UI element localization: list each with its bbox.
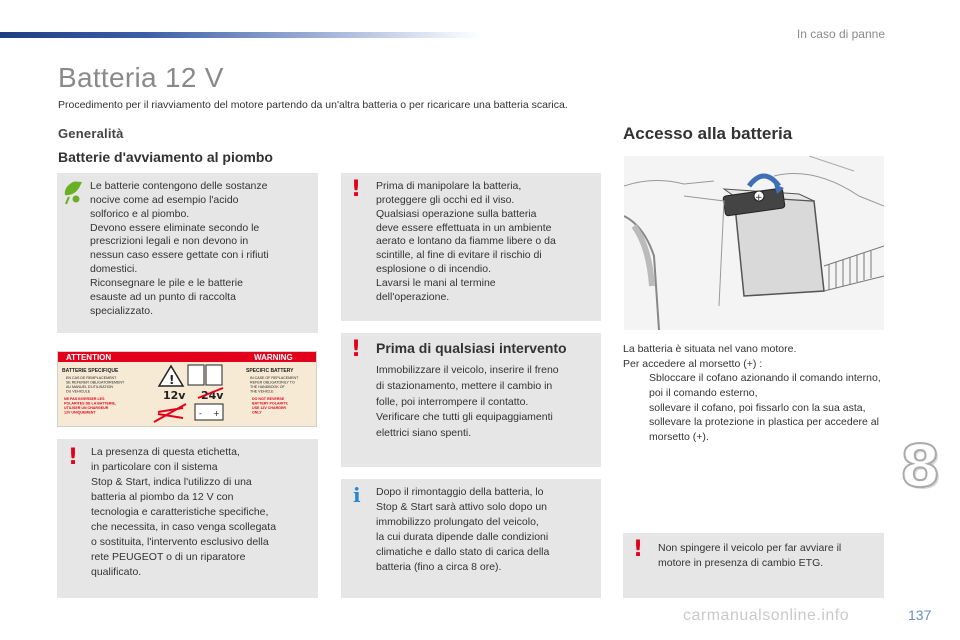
label-attention: ATTENTION bbox=[66, 353, 112, 362]
info-book-icon bbox=[206, 365, 222, 385]
label-warning-text: La presenza di questa etichetta, in particolare con il sistema Stop & Start, indica l'utilizzo di una batteria al piombo da 12 V con tecnologia e caratteristiche specifiche, che necessita, in caso venga scollegata o sostituita, l'intervento esclusivo della rete PEUGEOT o di un riparatore qualificato. bbox=[91, 446, 277, 578]
info-note-box bbox=[341, 479, 601, 598]
header-accent-bar bbox=[0, 32, 480, 38]
exclamation-icon: ! bbox=[351, 337, 362, 362]
battery-compartment-illustration bbox=[624, 156, 884, 330]
access-step-text: sollevare il cofano, poi fissarlo con la sua asta, bbox=[649, 401, 866, 414]
battery-label-graphic bbox=[58, 352, 317, 427]
list-item bbox=[623, 401, 885, 416]
label-warning: WARNING bbox=[254, 353, 293, 362]
info-icon: i bbox=[353, 483, 361, 507]
etg-warning-text: Non spingere il veicolo per far avviare il motore in presenza di cambio ETG. bbox=[658, 542, 842, 569]
watermark: carmanualsonline.info bbox=[683, 607, 850, 624]
label-warning-box bbox=[57, 439, 318, 598]
leaf-icon bbox=[62, 181, 84, 205]
page-title: Batteria 12 V bbox=[58, 62, 224, 93]
label-12v: 12v bbox=[163, 389, 186, 402]
label-en-title: SPECIFIC BATTERY bbox=[246, 368, 294, 374]
battery-access-text bbox=[623, 342, 885, 445]
before-intervention-text: Immobilizzare il veicolo, inserire il freno di stazionamento, mettere il cambio in folle, poi interrompere il contatto. Verificare che tutti gli equipaggiamenti elettrici siano spenti. bbox=[376, 364, 559, 439]
safety-warning-box bbox=[341, 173, 601, 321]
list-item bbox=[623, 371, 885, 400]
label-fr-text: EN CAS DE REMPLACEMENT SE REFERER OBLIGATOIREMENT AU MANUEL D'UTILISATION DU VEHICULE bbox=[66, 376, 125, 394]
svg-text:-: - bbox=[199, 409, 202, 418]
label-en-red: DO NOT REVERSE BATTERY POLARITY, USE 12V CHARGER ONLY bbox=[252, 397, 289, 415]
label-fr-title: BATTERIE SPECIFIQUE bbox=[62, 368, 119, 374]
bullet-arrow-icon bbox=[623, 415, 649, 444]
section-label: In caso di panne bbox=[796, 27, 885, 41]
list-item bbox=[623, 415, 885, 444]
access-intro-2: Per accedere al morsetto (+) : bbox=[623, 357, 763, 370]
battery-warning-label bbox=[57, 351, 317, 427]
exclamation-icon: ! bbox=[351, 177, 362, 202]
environment-note-text: Le batterie contengono delle sostanze nocive come ad esempio l'acido solforico e al piombo. Devono essere eliminate secondo le prescrizioni legali e non devono in nessun caso essere gettate con i rifiuti domestici. Riconsegnare le pile e le batterie esauste ad un punto di raccolta specializzato. bbox=[90, 180, 269, 317]
heading-battery-access: Accesso alla batteria bbox=[623, 124, 793, 143]
before-intervention-box bbox=[341, 333, 601, 467]
label-fr-red: NE PAS INVERSER LES POLARITES DE LA BATTERIE, UTILISER UN CHARGEUR 12V UNIQUEMENT bbox=[64, 397, 116, 415]
heading-lead-batteries: Batterie d'avviamento al piombo bbox=[58, 149, 273, 165]
access-intro-1: La batteria è situata nel vano motore. bbox=[623, 343, 797, 355]
info-note-text: Dopo il rimontaggio della batteria, lo Stop & Start sarà attivo solo dopo un immobilizzo prolungato del veicolo, la cui durata dipende dalle condizioni climatiche e dallo stato di carica della batteria (fino a circa 8 ore). bbox=[376, 486, 550, 573]
chapter-number: 8 bbox=[900, 432, 941, 500]
environment-note-box bbox=[57, 173, 318, 333]
etg-warning-box bbox=[623, 533, 884, 598]
svg-text:+: + bbox=[213, 409, 220, 418]
safety-warning-text: Prima di manipolare la batteria, proteggere gli occhi ed il viso. Qualsiasi operazione sulla batteria deve essere effettuata in un ambiente aerato e lontano da fiamme libere o da scintille, al fine di evitare il rischio di esplosione o di incendio. Lavarsi le mani al termine dell'operazione. bbox=[376, 180, 556, 303]
label-24v: 24v bbox=[201, 389, 224, 402]
before-intervention-title: Prima di qualsiasi intervento bbox=[376, 340, 567, 356]
access-step-text: Sbloccare il cofano azionando il comando interno, poi il comando esterno, bbox=[649, 372, 881, 400]
svg-text:!: ! bbox=[169, 373, 175, 387]
heading-general: Generalità bbox=[58, 126, 124, 141]
page-subtitle: Procedimento per il riavviamento del motore partendo da un'altra batteria o per ricaricare una batteria scarica. bbox=[58, 99, 568, 111]
exclamation-icon: ! bbox=[68, 445, 79, 470]
access-step-text: sollevare la protezione in plastica per accedere al morsetto (+). bbox=[649, 416, 879, 444]
page-number: 137 bbox=[908, 607, 932, 623]
battery-drawing bbox=[624, 156, 884, 330]
bullet-arrow-icon bbox=[623, 371, 649, 400]
manual-book-icon bbox=[188, 365, 204, 385]
bullet-arrow-icon bbox=[623, 401, 649, 416]
label-en-text: IN CASE OF REPLACEMENT REFER OBLIGATORILY TO THE HANDBOOK OF THE VEHICLE bbox=[250, 376, 299, 394]
svg-text:+: + bbox=[755, 193, 763, 203]
exclamation-icon: ! bbox=[633, 537, 644, 562]
